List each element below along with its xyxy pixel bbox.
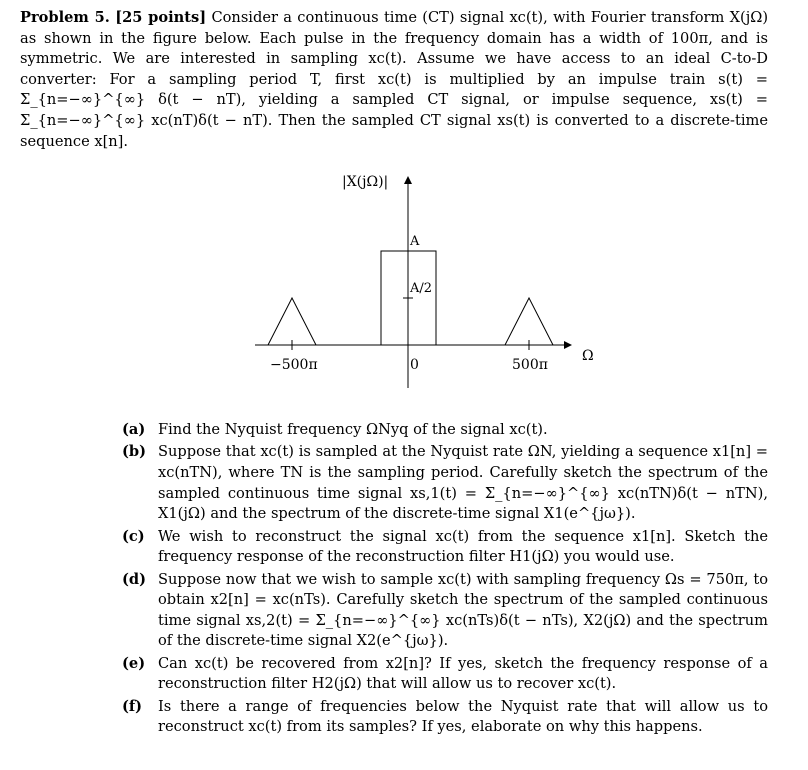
part-text: Can xc(t) be recovered from x2[n]? If yes, sketch the frequency response of a reconstruction filter H2(jΩ) that will allow us to recover xc(t). <box>158 654 768 693</box>
question-parts <box>122 420 768 740</box>
part-text: We wish to reconstruct the signal xc(t) from the sequence x1[n]. Sketch the frequency response of the reconstruction filter H1(jΩ) you would use. <box>158 527 768 566</box>
half-value-label: A/2 <box>410 281 433 296</box>
problem-number: Problem 5. <box>20 9 110 26</box>
part-tag: (b) <box>122 443 147 461</box>
part-tag: (a) <box>122 421 146 438</box>
part-tag: (c) <box>122 527 145 545</box>
part-tag: (f) <box>122 697 143 715</box>
x-axis-label: Ω <box>582 348 594 364</box>
part-tag: (e) <box>122 654 146 672</box>
part-c <box>122 527 768 568</box>
part-d <box>122 570 768 652</box>
part-tag: (d) <box>122 570 147 588</box>
center-rect-pulse <box>381 251 436 345</box>
part-text: Suppose now that we wish to sample xc(t) with sampling frequency Ωs = 750π, to obtain x2[n] = xc(nTs). Carefully sketch the spectrum of the sampled continuous time signal xs,2(t) = Σ_{n=−∞}^{∞} xc(nTs)δ(t − nTs), X2(jΩ) and the spectrum of the discrete-time signal X2(e^{jω}). <box>158 570 768 650</box>
part-a <box>122 420 768 441</box>
right-triangle-pulse <box>505 298 553 345</box>
problem-statement <box>20 8 768 152</box>
tick-label-neg500pi: −500π <box>270 357 318 373</box>
part-text: Suppose that xc(t) is sampled at the Nyquist rate ΩN, yielding a sequence x1[n] = xc(nTN), where TN is the sampling period. Carefully sketch the spectrum of the sampled continuous time signal xs,1(t) = Σ_{n=−∞}^{∞} xc(nTN)δ(t − nTN), X1(jΩ) and the spectrum of the discrete-time signal X1(e^{jω}). <box>158 443 768 523</box>
left-triangle-pulse <box>268 298 316 345</box>
y-axis-label: |X(jΩ)| <box>342 174 389 190</box>
part-b <box>122 442 768 524</box>
tick-label-500pi: 500π <box>512 357 548 373</box>
problem-points: [25 points] <box>115 9 207 26</box>
problem-text: Consider a continuous time (CT) signal xc(t), with Fourier transform X(jΩ) as shown in the figure below. Each pulse in the frequency domain has a width of 100π, and is symmetric. We are interested in sampling xc(t). Assume we have access to an ideal C-to-D converter: For a sampling period T, first xc(t) is multiplied by an impulse train s(t) = Σ_{n=−∞}^{∞} δ(t − nT), yielding a sampled CT signal, or impulse sequence, xs(t) = Σ_{n=−∞}^{∞} xc(nT)δ(t − nT). Then the sampled CT signal xs(t) is converted to a discrete-time sequence x[n]. <box>20 9 769 150</box>
tick-label-zero: 0 <box>410 357 419 373</box>
part-text: Find the Nyquist frequency ΩNyq of the signal xc(t). <box>158 421 548 438</box>
part-text: Is there a range of frequencies below the Nyquist rate that will allow us to reconstruct xc(t) from its samples? If yes, elaborate on why this happens. <box>158 697 768 736</box>
peak-value-label: A <box>410 234 420 249</box>
part-f <box>122 697 768 738</box>
part-e <box>122 654 768 695</box>
